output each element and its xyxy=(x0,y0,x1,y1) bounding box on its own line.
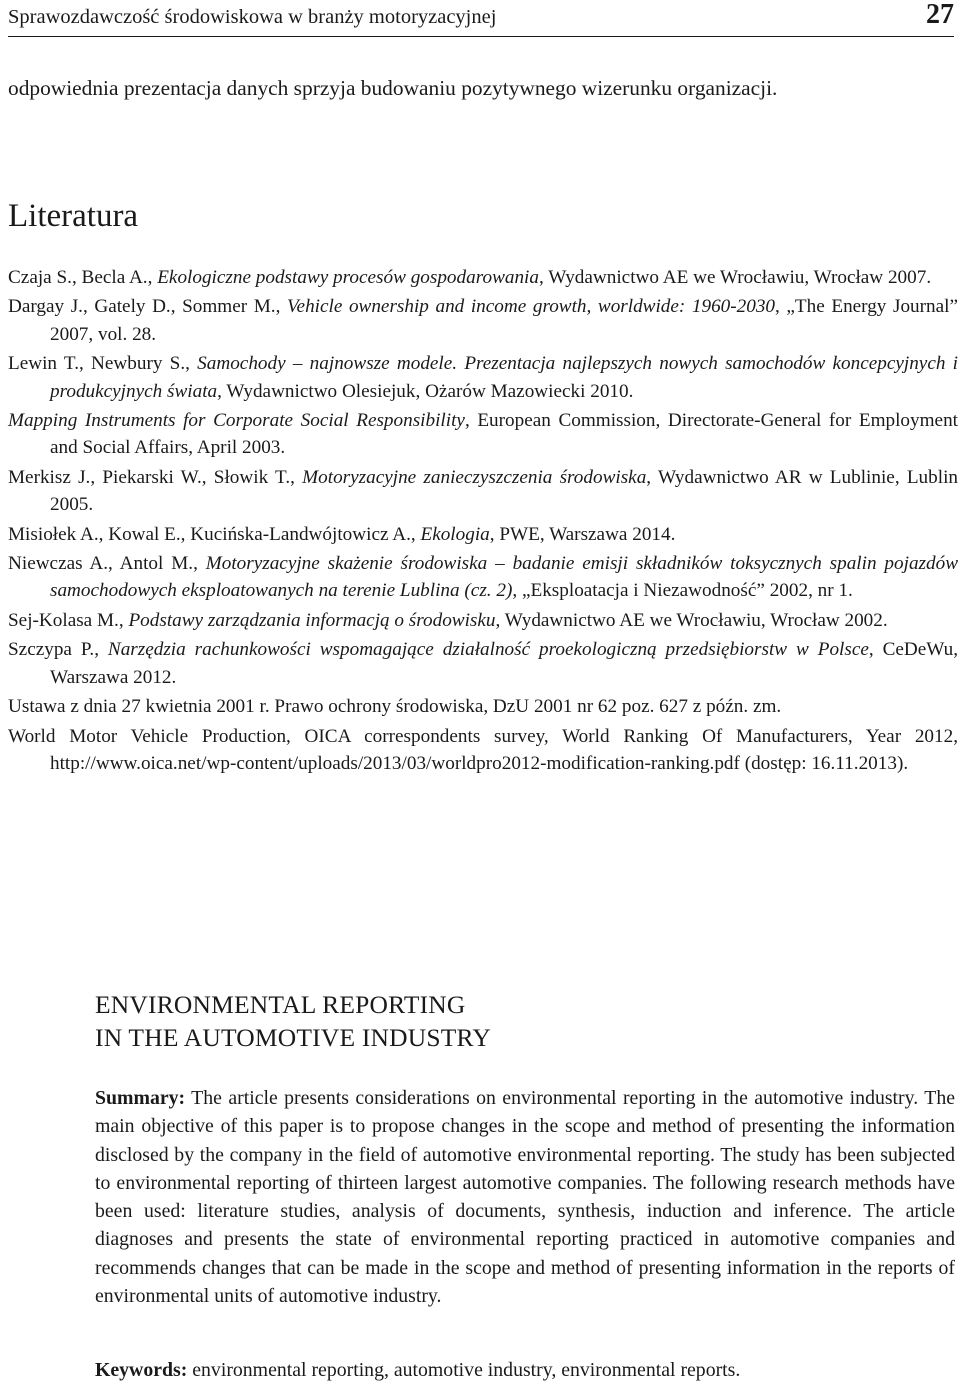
reference-separator: , xyxy=(410,523,421,545)
reference-authors: Merkisz J., Piekarski W., Słowik T. xyxy=(8,466,291,488)
english-title-line-1: ENVIRONMENTAL REPORTING xyxy=(95,990,466,1019)
reference-list xyxy=(8,264,958,779)
reference-publication: , Wydawnictwo AR w Lublinie, Lublin 2005. xyxy=(50,466,958,516)
keywords-paragraph xyxy=(95,1356,955,1384)
running-title: Sprawozdawczość środowiskowa w branży motoryzacyjnej xyxy=(8,6,497,28)
reference-authors: Ustawa z dnia 27 kwietnia 2001 r. Prawo ochrony środowiska, DzU 2001 nr 62 poz. 627 z późn. zm. xyxy=(8,696,782,718)
reference-publication: , European Commission, Directorate-General for Employment and Social Affairs, April 2003. xyxy=(50,410,958,459)
reference-title: Ekologia xyxy=(420,523,490,545)
literature-heading: Literatura xyxy=(8,198,139,234)
reference-item xyxy=(8,693,958,720)
reference-title: Narzędzia rachunkowości wspomagające działalność proekologiczną przedsiębiorstw w Polsce xyxy=(107,639,869,661)
reference-authors: World Motor Vehicle Production, OICA correspondents survey, World Ranking Of Manufacturers, Year 2012, http://www.oica.net/wp-content/uploads/2013/03/worldpro2012-modification-ranking.pdf (dostęp: 16.11.2013). xyxy=(8,725,958,774)
english-title-line-2: IN THE AUTOMOTIVE INDUSTRY xyxy=(95,1023,491,1052)
reference-publication: , PWE, Warszawa 2014. xyxy=(489,523,676,545)
reference-separator: , xyxy=(147,267,158,288)
reference-title: Motoryzacyjne zanieczyszczenia środowiska xyxy=(302,466,647,488)
reference-item xyxy=(8,293,958,348)
reference-item xyxy=(8,407,958,462)
reference-item xyxy=(8,550,958,605)
reference-separator: , xyxy=(290,466,303,488)
reference-title: Samochody – najnowsze modele. Prezentacja najlepszych nowych samochodów koncepcyjnych i produkcyjnych świata xyxy=(50,353,958,402)
reference-separator: , xyxy=(94,639,108,661)
reference-item xyxy=(8,607,958,634)
reference-authors: Szczypa P. xyxy=(8,639,95,661)
keywords-text: environmental reporting, automotive industry, environmental reports. xyxy=(187,1359,741,1381)
summary-paragraph xyxy=(95,1084,955,1310)
summary-text: The article presents considerations on environmental reporting in the automotive industry. The main objective of this paper is to propose changes in the scope and method of presenting the information disclosed by the company in the field of automotive environmental reporting. The study has been subjected to environmental reporting of thirteen largest automotive companies. The following research methods have been used: literature studies, analysis of documents, synthesis, induction and inference. The article diagnoses and presents the state of environmental reporting practiced in automotive companies and recommends changes that can be made in the scope and method of presenting information in the reports of environmental units of automotive industry. xyxy=(95,1087,955,1308)
reference-title: Vehicle ownership and income growth, worldwide: 1960-2030 xyxy=(286,296,776,318)
reference-item xyxy=(8,464,958,519)
reference-authors: Lewin T., Newbury S. xyxy=(8,353,186,375)
reference-item xyxy=(8,350,958,405)
reference-separator: , xyxy=(275,296,287,318)
running-header xyxy=(8,0,954,37)
reference-authors: Czaja S., Becla A. xyxy=(8,267,148,288)
reference-title: Mapping Instruments for Corporate Social Responsibility xyxy=(8,410,465,432)
reference-authors: Sej-Kolasa M. xyxy=(8,609,119,631)
reference-separator: , xyxy=(118,609,129,631)
reference-publication: , Wydawnictwo AE we Wrocławiu, Wrocław 2002. xyxy=(495,609,888,631)
reference-publication: , Wydawnictwo AE we Wrocławiu, Wrocław 2007. xyxy=(538,267,932,288)
reference-publication: , „The Energy Journal” 2007, vol. 28. xyxy=(50,296,958,345)
page-number: 27 xyxy=(926,0,954,30)
reference-item xyxy=(8,636,958,691)
reference-title: Ekologiczne podstawy procesów gospodarowania xyxy=(157,267,539,288)
reference-item xyxy=(8,723,958,778)
english-title xyxy=(95,988,491,1054)
reference-item xyxy=(8,264,958,291)
reference-authors: Niewczas A., Antol M. xyxy=(8,553,194,575)
reference-item xyxy=(8,521,958,548)
reference-publication: , „Eksploatacja i Niezawodność” 2002, nr 1. xyxy=(512,580,853,602)
reference-authors: Dargay J., Gately D., Sommer M. xyxy=(8,296,276,318)
intro-paragraph: odpowiednia prezentacja danych sprzyja budowaniu pozytywnego wizerunku organizacji. xyxy=(8,76,778,100)
reference-title: Motoryzacyjne skażenie środowiska – badanie emisji składników toksycznych spalin pojazdów samochodowych eksploatowanych na terenie Lublina (cz. 2) xyxy=(50,553,958,602)
reference-separator: , xyxy=(185,353,198,375)
summary-label: Summary: xyxy=(95,1087,186,1109)
reference-publication: , CeDeWu, Warszawa 2012. xyxy=(50,639,959,688)
reference-publication: , Wydawnictwo Olesiejuk, Ożarów Mazowiecki 2010. xyxy=(217,380,634,402)
keywords-label: Keywords: xyxy=(95,1359,188,1381)
reference-separator: , xyxy=(193,553,206,575)
reference-authors: Misiołek A., Kowal E., Kucińska-Landwójtowicz A. xyxy=(8,523,411,545)
reference-title: Podstawy zarządzania informacją o środowisku xyxy=(128,609,496,631)
